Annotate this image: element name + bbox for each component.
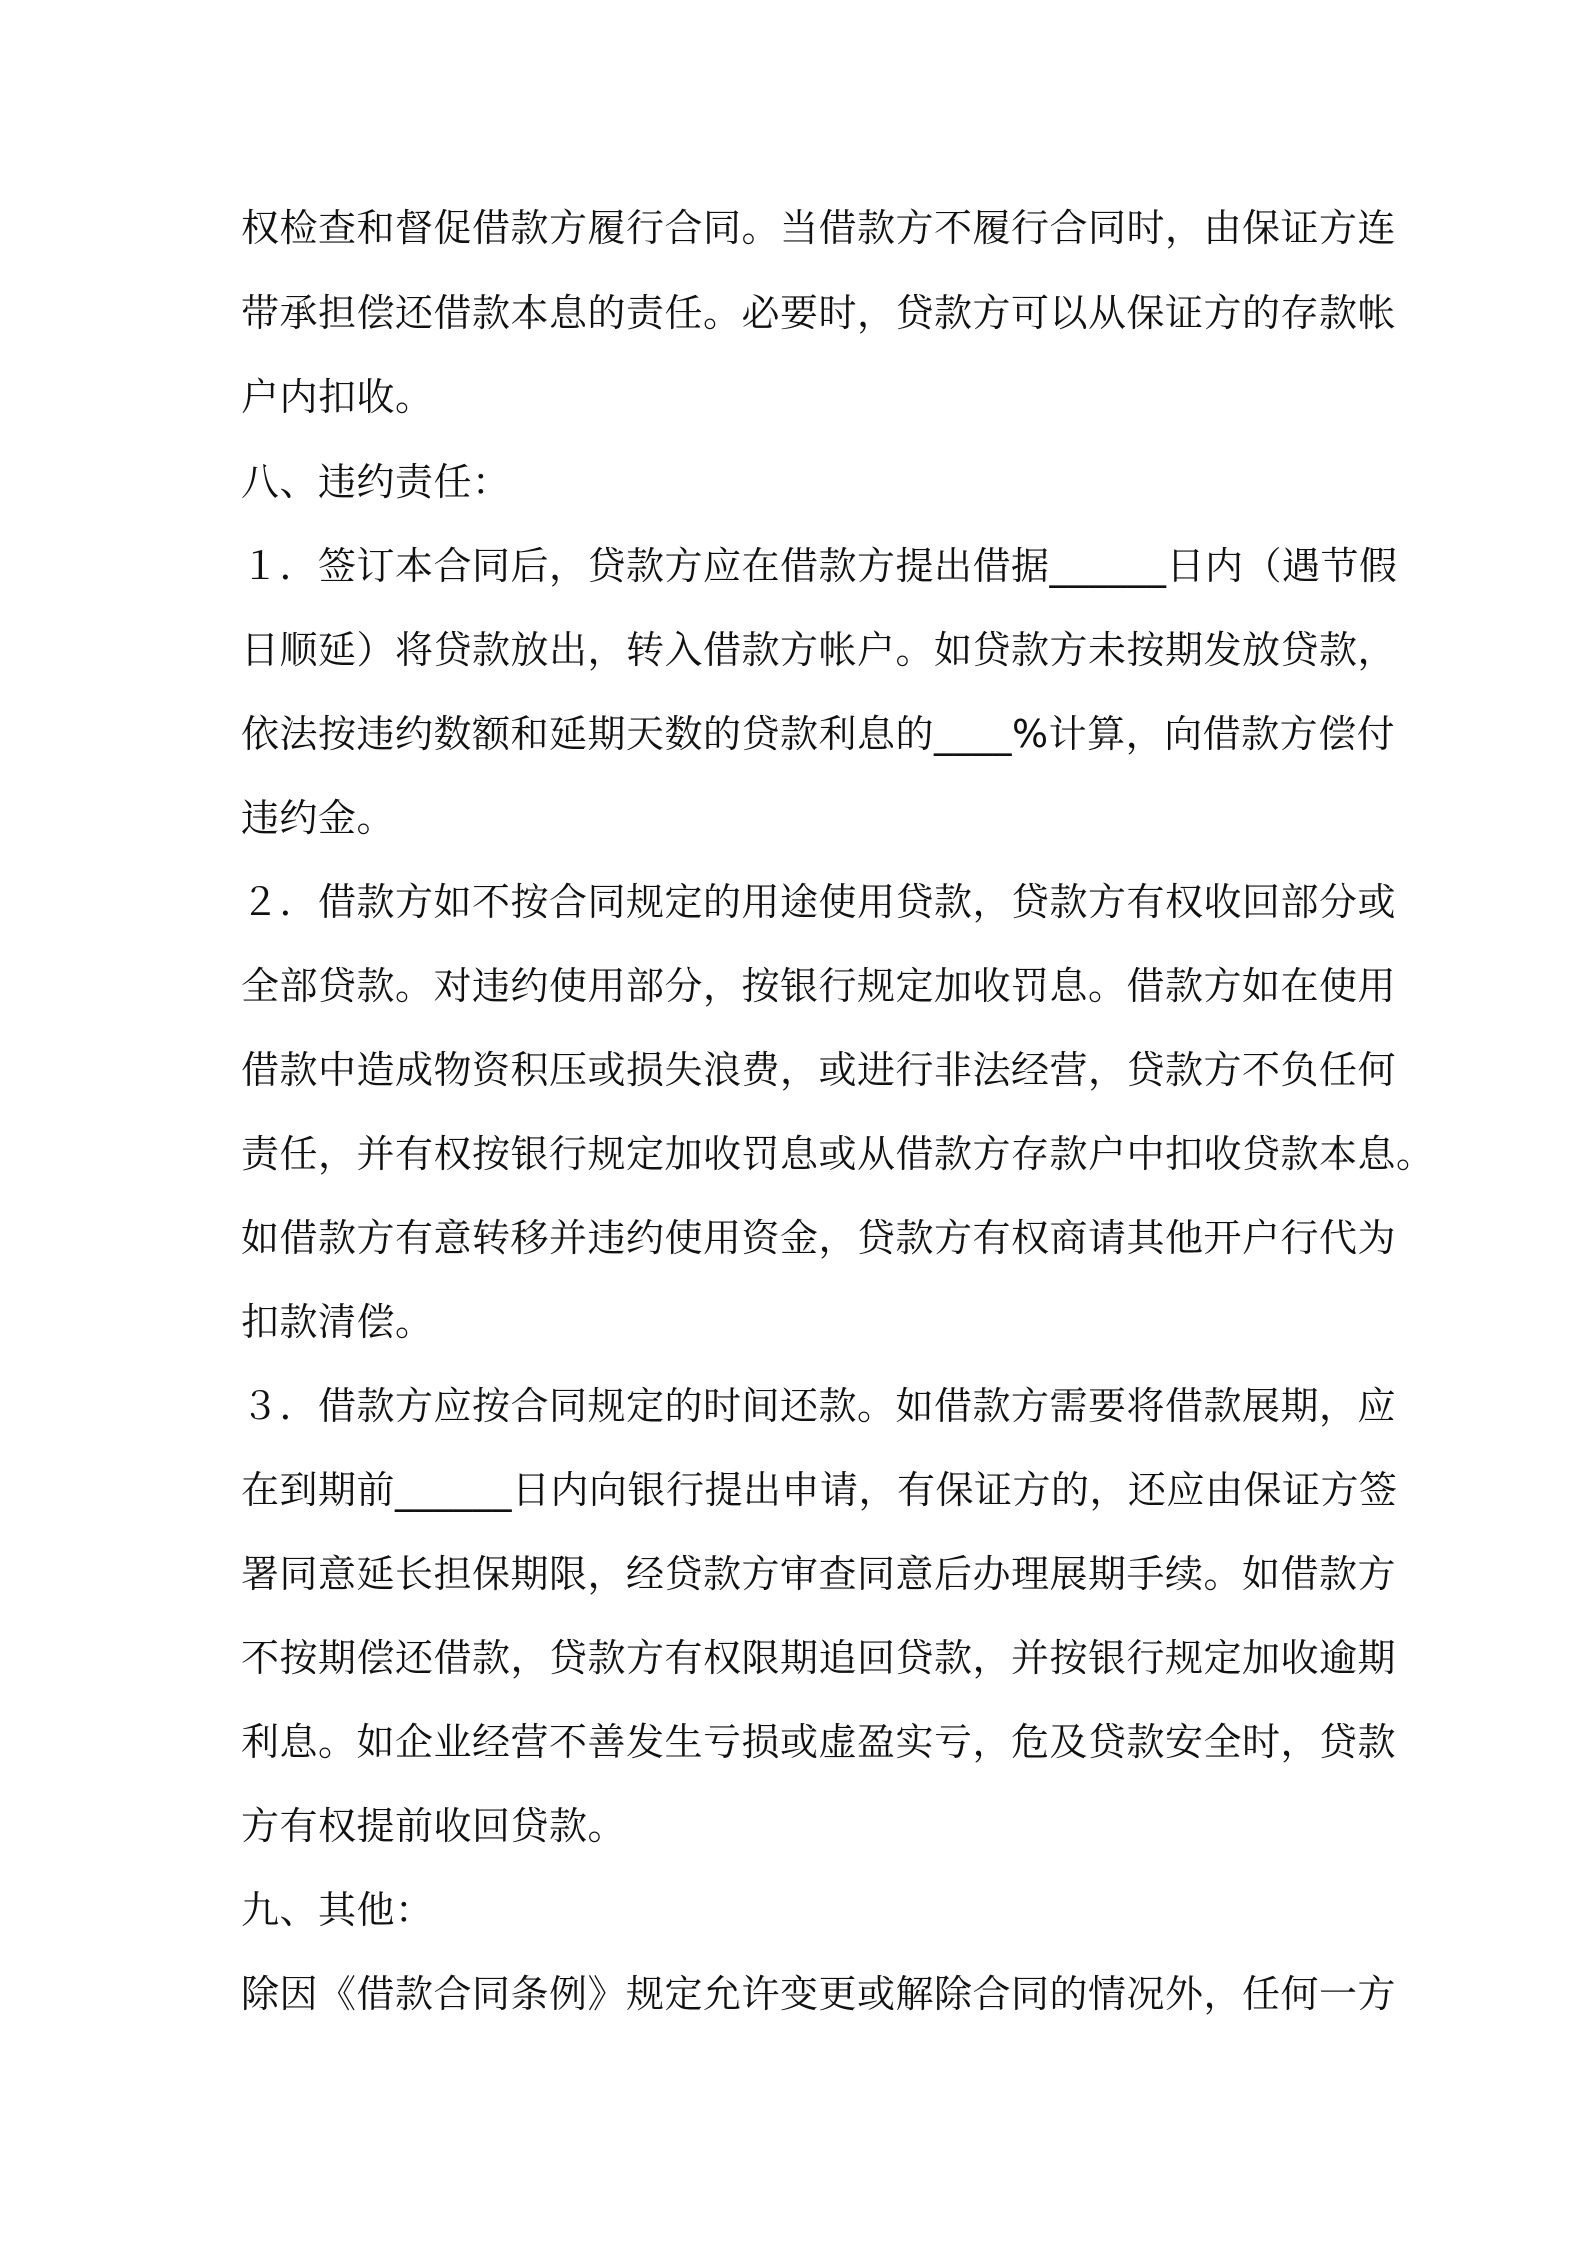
text-line: 依法按违约数额和延期天数的贷款利息的____%计算，向借款方偿付 bbox=[241, 712, 1396, 756]
text-line: 违约金。 bbox=[241, 796, 396, 840]
text-line: 权检查和督促借款方履行合同。当借款方不履行合同时，由保证方连 bbox=[241, 206, 1397, 250]
section-heading: 八、违约责任： bbox=[241, 460, 511, 504]
text-line: 带承担偿还借款本息的责任。必要时，贷款方可以从保证方的存款帐 bbox=[241, 291, 1397, 335]
text-line: ２．借款方如不按合同规定的用途使用贷款，贷款方有权收回部分或 bbox=[241, 880, 1397, 924]
text-line: 如借款方有意转移并违约使用资金，贷款方有权商请其他开户行代为 bbox=[241, 1216, 1397, 1260]
text-line: 借款中造成物资积压或损失浪费，或进行非法经营，贷款方不负任何 bbox=[241, 1048, 1397, 1092]
text-line: 不按期偿还借款，贷款方有权限期追回贷款，并按银行规定加收逾期 bbox=[241, 1636, 1397, 1680]
text-line: 日顺延）将贷款放出，转入借款方帐户。如贷款方未按期发放贷款， bbox=[241, 628, 1397, 672]
text-line: 责任，并有权按银行规定加收罚息或从借款方存款户中扣收贷款本息。 bbox=[241, 1132, 1435, 1176]
text-line: 全部贷款。对违约使用部分，按银行规定加收罚息。借款方如在使用 bbox=[241, 964, 1397, 1008]
text-line: 利息。如企业经营不善发生亏损或虚盈实亏，危及贷款安全时，贷款 bbox=[241, 1720, 1397, 1764]
section-heading: 九、其他： bbox=[241, 1888, 434, 1932]
text-line: 署同意延长担保期限，经贷款方审查同意后办理展期手续。如借款方 bbox=[241, 1552, 1397, 1596]
text-line: １．签订本合同后，贷款方应在借款方提出借据______日内（遇节假 bbox=[241, 544, 1398, 588]
text-line: 在到期前______日内向银行提出申请，有保证方的，还应由保证方签 bbox=[241, 1468, 1398, 1512]
text-line: ３．借款方应按合同规定的时间还款。如借款方需要将借款展期，应 bbox=[241, 1384, 1397, 1428]
text-line: 户内扣收。 bbox=[241, 375, 434, 419]
text-line: 扣款清偿。 bbox=[241, 1300, 434, 1344]
text-line: 方有权提前收回贷款。 bbox=[241, 1804, 627, 1848]
text-line: 除因《借款合同条例》规定允许变更或解除合同的情况外，任何一方 bbox=[241, 1972, 1397, 2016]
